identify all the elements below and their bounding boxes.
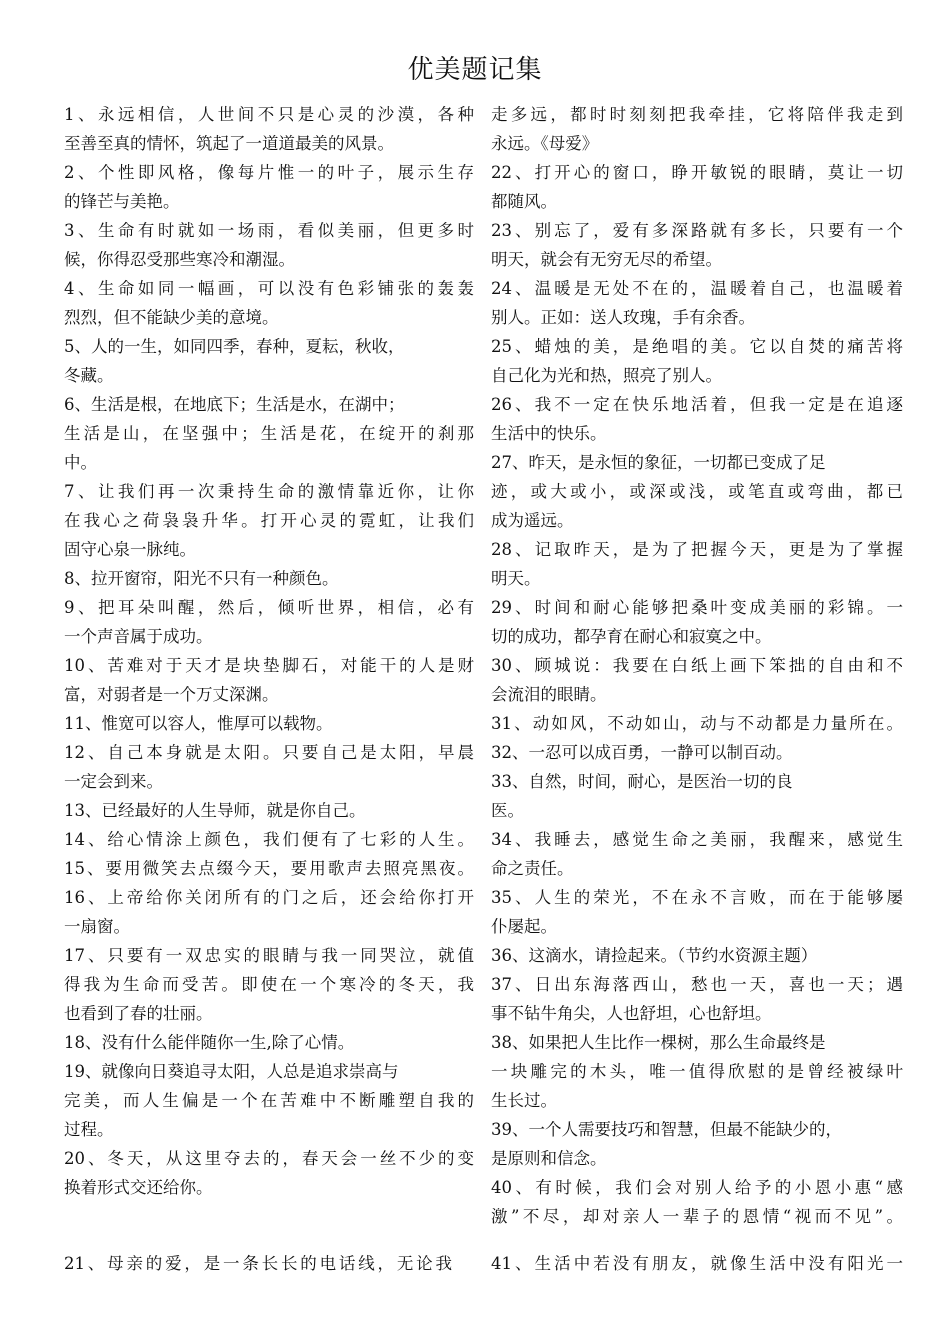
text-line: 33、自然，时间，耐心，是医治一切的良 (491, 772, 793, 791)
left-column-last-line: 21、母亲的爱，是一条长长的电话线，无论我 (64, 1254, 452, 1273)
text-line: 换着形式交还给你。 (64, 1178, 213, 1197)
text-line: 自己化为光和热，照亮了别人。 (491, 366, 722, 385)
text-line: 切的成功，都孕育在耐心和寂寞之中。 (491, 627, 772, 646)
text-line: 得我为生命而受苦。即使在一个寒冷的冬天，我 (64, 975, 474, 994)
text-line: 30、顾城说：我要在白纸上画下笨拙的自由和不 (491, 656, 903, 675)
text-line: 明天，就会有无穷无尽的希望。 (491, 250, 722, 269)
text-line: 40、有时候，我们会对别人给予的小恩小惠“感 (491, 1178, 903, 1197)
text-line: 医。 (491, 801, 524, 820)
text-line: 别人。正如：送人玫瑰，手有余香。 (491, 308, 755, 327)
text-line: 明天。 (491, 569, 541, 588)
text-line: 27、昨天，是永恒的象征，一切都已变成了足 (491, 453, 826, 472)
text-line: 富，对弱者是一个万丈深渊。 (64, 685, 279, 704)
text-line: 11、惟宽可以容人，惟厚可以载物。 (64, 714, 333, 733)
text-line: 完美，而人生偏是一个在苦难中不断雕塑自我的 (64, 1091, 474, 1110)
text-line: 是原则和信念。 (491, 1149, 607, 1168)
text-line: 会流泪的眼睛。 (491, 685, 607, 704)
text-line: 23、别忘了，爱有多深路就有多长，只要有一个 (491, 221, 903, 240)
text-line: 29、时间和耐心能够把桑叶变成美丽的彩锦。一 (491, 598, 903, 617)
text-line: 一个声音属于成功。 (64, 627, 213, 646)
text-line: 生活是山，在坚强中；生活是花，在绽开的刹那 (64, 424, 474, 443)
text-line: 一块雕完的木头，唯一值得欣慰的是曾经被绿叶 (491, 1062, 903, 1081)
text-line: 事不钻牛角尖，人也舒坦，心也舒坦。 (491, 1004, 772, 1023)
text-line: 中。 (64, 453, 97, 472)
text-line: 生活中的快乐。 (491, 424, 607, 443)
right-column (491, 100, 903, 1231)
text-line: 24、温暖是无处不在的，温暖着自己，也温暖着 (491, 279, 903, 298)
text-line: 3、生命有时就如一场雨，看似美丽，但更多时 (64, 221, 474, 240)
text-line: 18、没有什么能伴随你一生,除了心情。 (64, 1033, 355, 1052)
text-line: 生长过。 (491, 1091, 557, 1110)
text-line: 2、个性即风格，像每片惟一的叶子，展示生存 (64, 163, 474, 182)
text-line: 7、让我们再一次秉持生命的激情靠近你，让你 (64, 482, 474, 501)
text-line: 26、我不一定在快乐地活着，但我一定是在追逐 (491, 395, 903, 414)
text-line: 在我心之荷袅袅升华。打开心灵的霓虹，让我们 (64, 511, 474, 530)
text-line: 烈烈，但不能缺少美的意境。 (64, 308, 279, 327)
text-line: 17、只要有一双忠实的眼睛与我一同哭泣，就值 (64, 946, 474, 965)
text-line: 仆屡起。 (491, 917, 557, 936)
text-line: 28、记取昨天，是为了把握今天，更是为了掌握 (491, 540, 903, 559)
text-line: 37、日出东海落西山，愁也一天，喜也一天；遇 (491, 975, 903, 994)
text-line: 永远。《母爱》 (491, 134, 599, 153)
text-line: 39、一个人需要技巧和智慧，但最不能缺少的， (491, 1120, 842, 1139)
text-line: 6、生活是根，在地底下；生活是水，在湖中； (64, 395, 405, 414)
text-line: 31、动如风，不动如山，动与不动都是力量所在。 (491, 714, 903, 733)
text-line: 也看到了春的壮丽。 (64, 1004, 213, 1023)
text-line: 32、一忍可以成百勇，一静可以制百动。 (491, 743, 793, 762)
text-line: 过程。 (64, 1120, 114, 1139)
text-line: 25、蜡烛的美，是绝唱的美。它以自焚的痛苦将 (491, 337, 903, 356)
text-line: 5、人的一生，如同四季，春种，夏耘，秋收， (64, 337, 405, 356)
text-line: 14、给心情涂上颜色，我们便有了七彩的人生。 (64, 830, 474, 849)
text-line: 都随风。 (491, 192, 557, 211)
text-line: 候，你得忍受那些寒冷和潮湿。 (64, 250, 295, 269)
text-line: 13、已经最好的人生导师，就是你自己。 (64, 801, 366, 820)
text-line: 15、要用微笑去点缀今天，要用歌声去照亮黑夜。 (64, 859, 474, 878)
text-line: 34、我睡去，感觉生命之美丽，我醒来，感觉生 (491, 830, 903, 849)
text-line: 20、冬天，从这里夺去的，春天会一丝不少的变 (64, 1149, 474, 1168)
text-line: 命之责任。 (491, 859, 574, 878)
text-line: 冬藏。 (64, 366, 114, 385)
text-line: 19、就像向日葵追寻太阳，人总是追求崇高与 (64, 1062, 399, 1081)
text-line: 8、拉开窗帘，阳光不只有一种颜色。 (64, 569, 339, 588)
text-line: 固守心泉一脉纯。 (64, 540, 196, 559)
text-line: 走多远，都时时刻刻把我牵挂，它将陪伴我走到 (491, 105, 903, 124)
text-line: 16、上帝给你关闭所有的门之后，还会给你打开 (64, 888, 474, 907)
text-line: 22、打开心的窗口，睁开敏锐的眼睛，莫让一切 (491, 163, 903, 182)
text-line: 的锋芒与美艳。 (64, 192, 180, 211)
page-title: 优美题记集 (407, 55, 543, 85)
text-line: 一扇窗。 (64, 917, 130, 936)
text-line: 至善至真的情怀，筑起了一道道最美的风景。 (64, 134, 394, 153)
text-line: 38、如果把人生比作一棵树，那么生命最终是 (491, 1033, 826, 1052)
text-line: 一定会到来。 (64, 772, 163, 791)
text-line: 12、自己本身就是太阳。只要自己是太阳，早晨 (64, 743, 474, 762)
left-column (64, 100, 474, 1202)
text-line: 9、把耳朵叫醒，然后，倾听世界，相信，必有 (64, 598, 474, 617)
text-line: 10、苦难对于天才是块垫脚石，对能干的人是财 (64, 656, 474, 675)
text-line: 1、永远相信，人世间不只是心灵的沙漠，各种 (64, 105, 474, 124)
text-line: 4、生命如同一幅画，可以没有色彩铺张的轰轰 (64, 279, 474, 298)
text-line: 迹，或大或小，或深或浅，或笔直或弯曲，都已 (491, 482, 903, 501)
text-line: 35、人生的荣光，不在永不言败，而在于能够屡 (491, 888, 903, 907)
text-line: 成为遥远。 (491, 511, 574, 530)
right-column-last-line: 41、生活中若没有朋友，就像生活中没有阳光一 (491, 1254, 903, 1273)
text-line: 36、这滴水，请捡起来。（节约水资源主题） (491, 946, 818, 965)
text-line: 激”不尽，却对亲人一辈子的恩情“视而不见”。 (491, 1207, 903, 1226)
